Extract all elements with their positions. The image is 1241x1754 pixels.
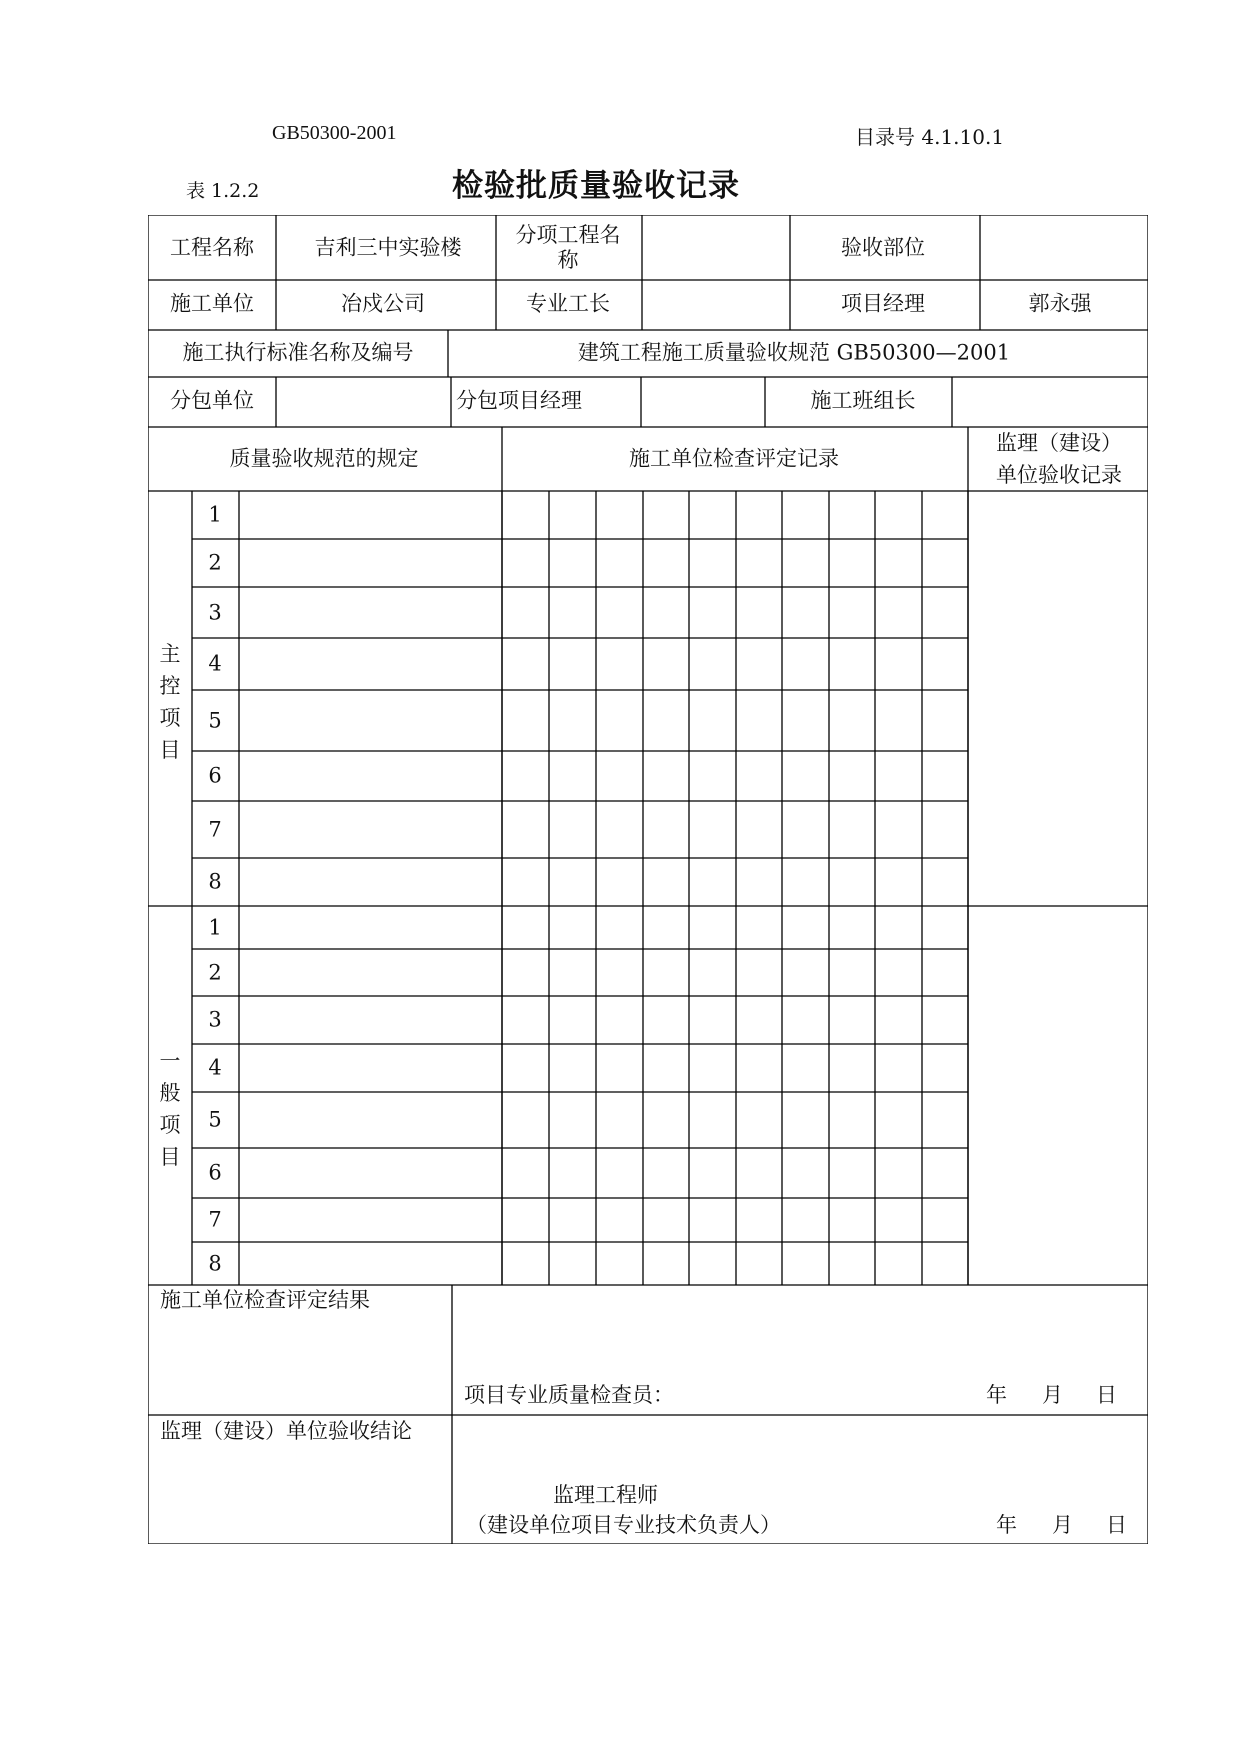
row-number: 3 bbox=[208, 599, 222, 624]
row-number: 4 bbox=[208, 1055, 222, 1080]
row-number: 7 bbox=[208, 816, 222, 841]
inspection-form bbox=[148, 215, 1148, 1544]
contractor-value: 冶戍公司 bbox=[341, 291, 425, 316]
row-number: 5 bbox=[208, 1107, 222, 1132]
general-items-label: 一般项目 bbox=[159, 1049, 181, 1169]
page-title: 检验批质量验收记录 bbox=[452, 168, 740, 204]
project-name-label: 工程名称 bbox=[170, 235, 254, 260]
standard-label: 施工执行标准名称及编号 bbox=[182, 340, 414, 365]
row-number: 8 bbox=[208, 1250, 222, 1275]
record-column-header: 施工单位检查评定记录 bbox=[629, 446, 839, 471]
date-day-1: 日 bbox=[1096, 1383, 1117, 1407]
subcontractor-label: 分包单位 bbox=[170, 388, 254, 413]
supervision-column-header: 监理（建设）单位验收记录 bbox=[996, 431, 1122, 487]
page-header bbox=[0, 0, 1241, 215]
date-year-2: 年 bbox=[996, 1513, 1017, 1537]
date-month-2: 月 bbox=[1052, 1513, 1073, 1537]
row-number: 1 bbox=[208, 502, 222, 527]
sub-pm-label: 分包项目经理 bbox=[456, 388, 582, 413]
row-number: 8 bbox=[208, 869, 222, 894]
contractor-label: 施工单位 bbox=[170, 291, 254, 316]
row-number: 5 bbox=[208, 707, 222, 732]
main-control-items-label: 主控项目 bbox=[159, 642, 181, 762]
inspector-label: 项目专业质量检查员： bbox=[464, 1383, 674, 1407]
engineer-label: 监理工程师 bbox=[553, 1483, 658, 1507]
row-number: 6 bbox=[208, 763, 222, 788]
foreman-label: 专业工长 bbox=[526, 291, 610, 316]
accept-part-label: 验收部位 bbox=[841, 235, 925, 260]
conclusion-label: 监理（建设）单位验收结论 bbox=[160, 1419, 412, 1443]
table-number: 表 1.2.2 bbox=[186, 180, 260, 202]
row-number: 6 bbox=[208, 1160, 222, 1185]
row-number: 2 bbox=[208, 550, 222, 575]
row-number: 1 bbox=[208, 914, 222, 939]
form-grid bbox=[148, 215, 1148, 1544]
row-number: 2 bbox=[208, 959, 222, 984]
row-number: 7 bbox=[208, 1207, 222, 1232]
spec-column-header: 质量验收规范的规定 bbox=[229, 446, 419, 471]
date-month-1: 月 bbox=[1042, 1383, 1063, 1407]
row-number: 3 bbox=[208, 1007, 222, 1032]
sub-project-label: 分项工程名称 bbox=[515, 222, 621, 272]
result-label: 施工单位检查评定结果 bbox=[160, 1288, 370, 1312]
standard-value: 建筑工程施工质量验收规范 GB50300—2001 bbox=[577, 340, 1011, 365]
catalog-number: 目录号 4.1.10.1 bbox=[855, 125, 1005, 149]
project-name-value: 吉利三中实验楼 bbox=[314, 235, 462, 260]
engineer-sub-label: （建设单位项目专业技术负责人） bbox=[466, 1513, 781, 1537]
date-day-2: 日 bbox=[1106, 1513, 1127, 1537]
team-leader-label: 施工班组长 bbox=[810, 388, 916, 413]
pm-label: 项目经理 bbox=[841, 291, 925, 316]
pm-value: 郭永强 bbox=[1028, 291, 1092, 316]
row-number: 4 bbox=[208, 651, 222, 676]
date-year-1: 年 bbox=[986, 1383, 1007, 1407]
standard-code: GB50300-2001 bbox=[272, 122, 397, 144]
